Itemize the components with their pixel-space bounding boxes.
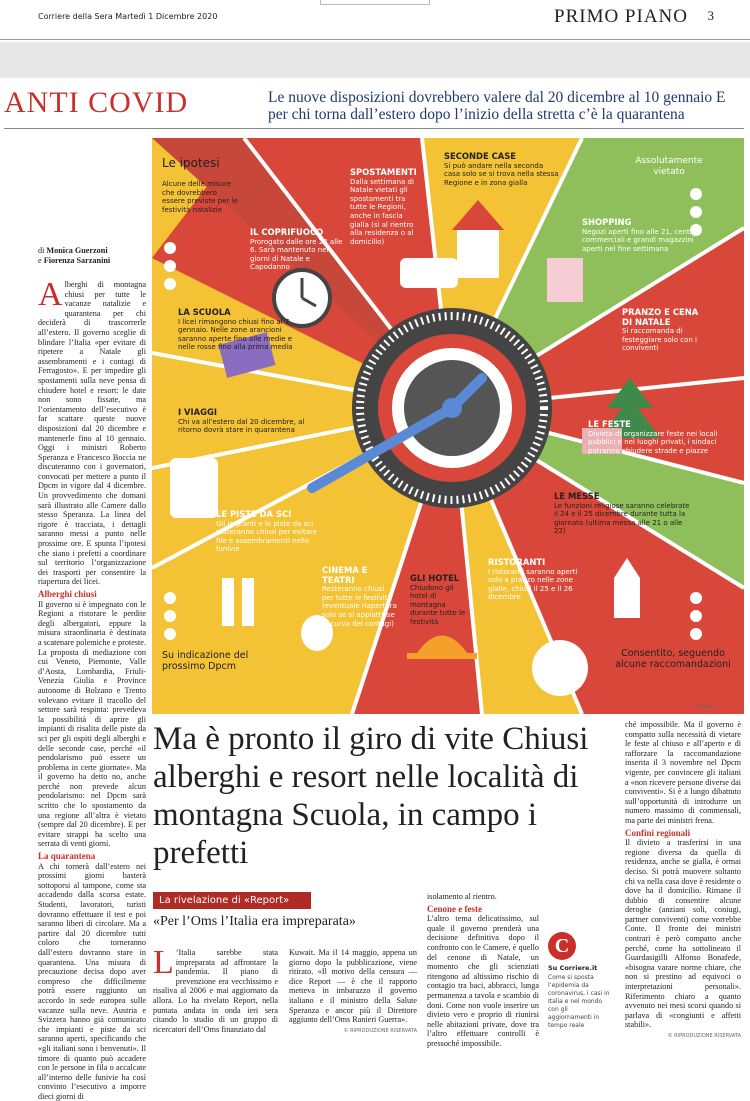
column-4 xyxy=(625,720,741,1042)
subhead-confini: Confini regionali xyxy=(625,827,691,838)
report-col-a xyxy=(153,944,278,1034)
church-icon xyxy=(614,578,640,618)
masthead: Corriere della Sera Martedì 1 Dicembre 2020 xyxy=(38,12,218,21)
train-icon xyxy=(400,258,458,288)
shopping-text: Negozi aperti fino alle 21, centri commerciali e grandi magazzini aperti nel fine settimana xyxy=(582,227,695,253)
dpcm-legend: Su indicazione del prossimo Dpcm xyxy=(162,650,249,672)
shopping-title: SHOPPING xyxy=(582,217,632,227)
top-tab xyxy=(320,0,430,5)
report-drop-cap: L xyxy=(153,944,174,981)
spostamenti-text: Dalla settimana di Natale vietati gli spostamenti tra tutte le Regioni, anche in fascia gialla (sì al rientro alla residenza o al domicilio) xyxy=(350,177,414,246)
col3-p1: isolamento al rientro. xyxy=(427,892,497,901)
needle-pivot xyxy=(442,398,462,418)
grey-band xyxy=(0,42,750,78)
author-2: Fiorenza Sarzanini xyxy=(43,255,111,265)
assolutamente-vietato: Assolutamente vietato xyxy=(635,156,703,177)
report-col-b xyxy=(289,948,417,1036)
pranzo-title: PRANZO E CENA DI NATALE xyxy=(622,307,699,327)
plate-icon xyxy=(532,640,588,696)
infographic-wheel xyxy=(152,138,744,714)
page-number: 3 xyxy=(707,8,714,23)
report-text-a: ’Italia sarebbe stata impreparata ad affrontare la pandemia. Il piano di prevenzione era vecchissimo e risaliva al 2006 e mai aggiornato da allora. Lo ha rivelato Report, nella puntata andata in onda ieri sera citando lo studio di un gruppo di ricercatori dell’Oms finanziato dal xyxy=(153,948,278,1034)
report-text-b: Kuwait. Ma il 14 maggio, appena un giorno dopo la pubblicazione, viene ritirato. «Il motivo della censura — dice Report — è che il rapporto metteva in imbarazzo il governo italiano e il ministro della Salute Speranza e ancor più il Direttore aggiunto dell’Oms Ranieri Guerra». xyxy=(289,948,417,1025)
kicker: Le nuove disposizioni dovrebbero valere dal 20 dicembre al 10 gennaio E per chi torna dall’estero dopo l’inizio della stretta c’è la quarantena xyxy=(268,89,726,123)
house-icon xyxy=(457,228,499,278)
body-p2: Il governo si è impegnato con le Regioni a ristorare le perdite degli albergatori, eppure la misura straordinaria è destinata a scatenare polemiche e proteste. La proposta di mediazione con cui Veneto, Piemonte, Valle d’Aosta, Lombardia, Friuli-Venezia Giulia e Province autonome di Bolzano e Trento volevano evitare il tracollo del settore sarà respinta: prevedeva la possibilità di aprire gli impianti di risalita delle piste da sci per gli ospiti degli alberghi e delle seconde case, perché «il pendolarismo può essere un problema in certe giornate». Ma il governo ha detto no, anche perché non prevede alcun pendolarismo: nel Dpcm sarà scritto che lo spostamento da una regione all’altra è vietato (sempre dal 20 dicembre). E per evitare strappi ha scelto una serrata di venti giorni. xyxy=(38,599,146,849)
ski-boot-icon xyxy=(222,578,234,626)
subhead-cenone: Cenone e feste xyxy=(427,903,482,914)
byline-prefix: di xyxy=(38,246,45,255)
pranzo-text: Si raccomanda di festeggiare solo con i conviventi xyxy=(622,327,697,353)
section-title: PRIMO PIANO xyxy=(554,6,688,27)
promo-text: Come si sposta l’epidemia da coronavirus, i casi in Italia e nel mondo con gli aggiornamenti in tempo reale xyxy=(548,974,610,1029)
body-p1: lberghi di montagna chiusi per tutte le vacanze natalizie e quarantena per chi deciderà di trascorrerle all’estero. Il governo sceglie di blindare l’Italia «per evitare di ripetere a Natale gli assembramenti e i contagi di Ferragosto». E per impedire gli spostamenti sulla neve pensa di chiudere hotel e resort: le date non sono fissate, ma l’orientamento dell’esecutivo è far scattare queste nuove disposizioni dal 20 dicembre e mantenerle fino al 10 gennaio. Oggi i ministri Roberto Speranza e Francesco Boccia ne discuteranno con i governatori, convocati per mettere a punto il Dpcm in vigore dal 4 dicembre. Un provvedimento che domani sarà illustrato alle Camere dallo stesso Speranza. La linea del rigore è tracciata, i dettagli saranno messi a punto nelle prossime ore. E spunta l’ipotesi che siano i prefetti a coordinare sul territorio l’organizzazione dei trasporti per consentire la riapertura dei licei. xyxy=(38,280,146,587)
viaggi-title: I VIAGGI xyxy=(178,407,217,417)
piste-title: LE PISTE DA SCI xyxy=(216,509,292,519)
drop-cap: A xyxy=(38,276,63,313)
ristoranti-text: I ristoranti saranno aperti solo a pranzo nelle zone gialle, chiusi il 25 e il 26 dicembre xyxy=(488,567,578,602)
shopping-bag-icon xyxy=(547,258,583,302)
spostamenti-title: SPOSTAMENTI xyxy=(350,167,417,177)
messe-text: Le funzioni religiose saranno celebrate il 24 e il 25 dicembre durante tutta la giornata (ultima messa alle 21 o alle 22) xyxy=(554,501,690,536)
corriere-logo[interactable]: C xyxy=(548,932,576,960)
title-rule xyxy=(4,128,744,129)
byline xyxy=(38,246,144,265)
feste-title: LE FESTE xyxy=(588,419,631,429)
left-column xyxy=(38,276,146,1101)
coprifuoco-text: Prorogato dalle ore 22 alle 6. Sarà mantenuto nei giorni di Natale e Capodanno xyxy=(250,237,343,272)
author-1: Monica Guerzoni xyxy=(46,246,108,255)
seconde-case-title: SECONDE CASE xyxy=(444,151,516,161)
ipotesi-text: Alcune delle misure che dovrebbero essere previste per le festività natalizie xyxy=(162,180,238,214)
hotel-title: GLI HOTEL xyxy=(410,573,460,583)
col3-p2: L’altro tema delicatissimo, sul quale il governo prenderà una decisione definitiva dopo il confronto con le Camere, è quello del cenone di Natale, un momento che gli scienziati ritengono ad altissimo rischio di contagio tra baci, abbracci, lunga permanenza a tavola e scambio di doni. Come non vuole inserire un divieto vero e proprio di riunirsi nelle abitazioni private, dove tra l’altro effettuare controlli è pressoché impossibile. xyxy=(427,914,539,1048)
scuola-title: LA SCUOLA xyxy=(178,307,231,317)
scuola-text: I licei rimangono chiusi fino al 7 gennaio. Nelle zone arancioni saranno aperte fino alle medie e nelle rosse fino alla prima media xyxy=(178,317,293,352)
ristoranti-title: RISTORANTI xyxy=(488,557,546,567)
ipotesi-title: Le ipotesi xyxy=(162,156,220,170)
seconde-case-text: Si può andare nella seconda casa solo se si trova nella stessa Regione e in zona gialla xyxy=(444,161,559,187)
body-p3: A chi tornerà dall’estero nei prossimi giorni basterà sottoporsi al tampone, come sta accadendo dalla scorsa estate. Studenti, lavoratori, turisti dovranno effettuare il test e poi saranno liberi di circolare. Ma a partire dal 20 dicembre tutti coloro che torneranno dall’estero dovranno stare in quarantena. Una misura di precauzione decisa dopo aver compreso che difficilmente potrà essere raggiunto un accordo in sede europea sulle vacanze sulla neve. Austria e Svizzera hanno già comunicato che impianti e piste da sci saranno aperti, specificando che «gli italiani sono i benvenuti». Il timore di quanto può accadere con le persone in fila o accalcate all’interno delle funivie ha così convinto l’esecutivo a imporre dieci giorni di xyxy=(38,861,146,1101)
report-repro: © RIPRODUZIONE RISERVATA xyxy=(343,1027,417,1034)
byline-and: e xyxy=(38,255,42,265)
promo-title[interactable]: Su Corriere.it xyxy=(548,964,598,972)
feste-text: Divieto di organizzare feste nei locali pubblici e nei luoghi privati, i sindaci potranno chiudere strade e piazze xyxy=(588,429,718,455)
col4-repro: © RIPRODUZIONE RISERVATA xyxy=(667,1033,741,1039)
col4-p1: ché impossibile. Ma il governo è compatto sulla necessità di vietare le feste al chiuso e all’aperto e di rafforzare la raccomandazione inserita il 3 novembre nel Dpcm vigente, per convincere gli italiani a «non ricevere persone diverse dai conviventi». Si è a lungo dibattuto sull’opportunità di introdurre un numero massimo di commensali, ma parte dei ministri frena. xyxy=(625,720,741,825)
consentito-legend: Consentito, seguendo alcune raccomandazioni xyxy=(615,648,731,670)
main-headline: Ma è pronto il giro di vite Chiusi alberghi e resort nelle località di montagna Scuola, in campo i prefetti xyxy=(153,721,589,871)
report-bar: La rivelazione di «Report» xyxy=(153,892,311,909)
report-quote: «Per l’Oms l’Italia era impreparata» xyxy=(153,914,356,929)
hotel-text: Chiudono gli hotel di montagna durante tutte le festività xyxy=(410,583,466,626)
subhead-alberghi: Alberghi chiusi xyxy=(38,589,97,599)
cinema-text: Resteranno chiusi per tutte le festività (eventuale riapertura solo se si appiattisse la curva dei contagi) xyxy=(322,585,397,628)
topic-tag: ANTI COVID xyxy=(4,86,189,119)
coprifuoco-title: IL COPRIFUOCO xyxy=(250,227,324,237)
messe-title: LE MESSE xyxy=(554,491,600,501)
column-3 xyxy=(427,892,539,1049)
col4-p2: Il divieto a trasferirsi in una regione diversa da quella di residenza, anche se gialla, è ormai deciso. Si potrà muovere soltanto chi va nella casa dove è residente o dove ha il domicilio. Rimane il dubbio di consentire alcune deroghe (anziani soli, coniugi, partner conviventi) come vorrebbe Conte. Il fronte dei ministri contrari è però compatto anche perché, come ha sottolineato il Guardasigilli Alfonso Bonafede, «bisogna varare norme chiare, che non si prestino ad equivoci o interpretazioni personali». Riferimento chiaro a quanto avvenuto nei mesi scorsi quando si parlava di «congiunti e affetti stabili». xyxy=(625,838,741,1030)
piste-text: Gli impianti e le piste da sci resteranno chiusi per evitare file e assembramenti nelle funivie xyxy=(216,519,318,554)
subhead-quarantena: La quarantena xyxy=(38,851,96,862)
suitcase-icon xyxy=(170,458,218,518)
credit: Pyarra xyxy=(698,704,715,710)
cinema-title: CINEMA E TEATRI xyxy=(322,565,368,585)
viaggi-text: Chi va all’estero dal 20 dicembre, al ritorno dovrà stare in quarantena xyxy=(178,417,305,435)
